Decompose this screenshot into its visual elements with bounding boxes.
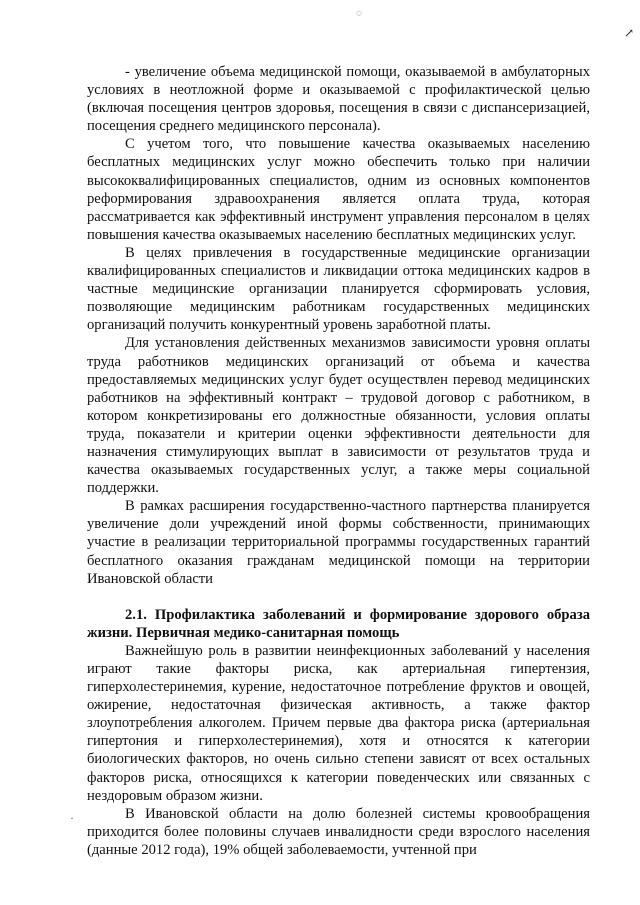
scan-mark-left: ·: [70, 811, 74, 825]
paragraph-pay-motivation: С учетом того, что повышение качества оказываемых населению бесплатных медицинских услуг можно обеспечить только при наличии высококвалифицированных специалистов, одним из основных компонентов реформирования здравоохранения является оплата труда, которая рассматривается как эффективный инструмент управления персоналом в целях повышения качества оказываемых населению бесплатных медицинских услуг.: [87, 136, 590, 243]
paragraph-risk-factors: Важнейшую роль в развитии неинфекционных заболеваний у населения играют такие факторы риска, как артериальная гипертензия, гиперхолестеринемия, курение, недостаточное потребление фруктов и овощей, ожирение, недостаточная физическая активность, а также фактор злоупотребления алкоголем. Причем первые два фактора риска (артериальная гипертония и гиперхолестеринемия), хотя и относятся к категории биологических факторов, но очень сильно степени зависят от всех остальных факторов риска, относящихся к категории поведенческих или связанных с нездоровым образом жизни.: [87, 642, 590, 804]
scan-speck-top: ◌: [356, 8, 362, 19]
scan-mark-right: ↗: [624, 26, 635, 40]
paragraph-cardiovascular-stats: В Ивановской области на долю болезней системы кровообращения приходится более половины случаев инвалидности среди взрослого населения (данные 2012 года), 19% общей заболеваемости, учтенной при: [87, 805, 590, 858]
section-heading: 2.1. Профилактика заболеваний и формирование здорового образа жизни. Первичная медико-санитарная помощь: [87, 606, 590, 641]
document-body: [87, 63, 590, 859]
section-gap: [87, 588, 590, 606]
paragraph-effective-contract: Для установления действенных механизмов зависимости уровня оплаты труда работников медицинских организаций от объема и качества предоставляемых медицинских услуг будет осуществлен перевод медицинских работников на эффективный контракт – трудовой договор с работником, в котором конкретизированы его должностные обязанности, условия оплаты труда, показатели и критерии оценки эффективности деятельности для назначения стимулирующих выплат в зависимости от результатов труда и качества оказываемых государственных услуг, а также меры социальной поддержки.: [87, 335, 590, 497]
paragraph-list-item: - увеличение объема медицинской помощи, оказываемой в амбулаторных условиях в неотложной форме и оказываемой с профилактической целью (включая посещения центров здоровья, посещения в связи с диспансеризацией, посещения среднего медицинского персонала).: [87, 64, 590, 135]
paragraph-staff-attraction: В целях привлечения в государственные медицинские организации квалифицированных специалистов и ликвидации оттока медицинских кадров в частные медицинские организации планируется сформировать условия, позволяющие медицинским работникам государственных медицинских организаций получить конкурентный уровень заработной платы.: [87, 244, 590, 334]
paragraph-public-private-partnership: В рамках расширения государственно-частного партнерства планируется увеличение доли учреждений иной формы собственности, принимающих участие в реализации территориальной программы государственных гарантий бесплатного оказания гражданам медицинской помощи на территории Ивановской области: [87, 498, 590, 587]
